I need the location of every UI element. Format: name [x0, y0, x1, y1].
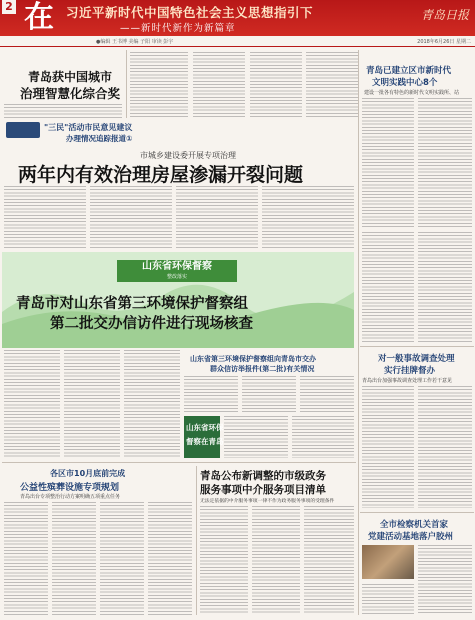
a3-title-line2: 第二批交办信访件进行现场核查 — [50, 315, 253, 332]
a2-col1 — [4, 186, 86, 248]
newspaper-logo: 青岛日报 — [420, 8, 469, 22]
right3-col2 — [418, 545, 472, 615]
right1-col4 — [418, 232, 472, 342]
a5-col1 — [224, 416, 288, 458]
divider — [2, 462, 356, 463]
right1-col1 — [362, 98, 414, 228]
a6-col3 — [100, 502, 144, 615]
a6-col4 — [148, 502, 192, 615]
divider — [360, 346, 474, 347]
a2-col4 — [262, 186, 354, 248]
right2-deck: 青岛出台加强事故调查处理工作若干意见 — [362, 378, 453, 384]
divider — [358, 50, 359, 615]
a1-title-line2: 治理智慧化综合奖 — [20, 86, 121, 101]
a7-col2 — [252, 506, 300, 615]
right1-title-line1: 青岛已建立区市新时代 — [366, 66, 452, 76]
a2-col2 — [90, 186, 172, 248]
right2-col2 — [418, 386, 472, 508]
a4-col3 — [300, 376, 354, 412]
a6-col2 — [52, 502, 96, 615]
a6-sub: 青岛出台专项整治行动方案明确五项重点任务 — [20, 494, 121, 500]
right2-col1 — [362, 386, 414, 508]
divider — [126, 50, 127, 118]
edition-meta — [0, 37, 475, 46]
page-header — [0, 0, 475, 36]
right2-title-line1: 对一般事故调查处理 — [378, 354, 455, 364]
a3-title-line1: 青岛市对山东省第三环境保护督察组 — [16, 295, 248, 312]
a7-col1 — [200, 506, 248, 615]
a3-col2 — [64, 350, 120, 458]
divider — [196, 466, 197, 615]
a1-col3 — [193, 52, 245, 118]
a2-col3 — [176, 186, 258, 248]
header-subtitle: ——新时代新作为新篇章 — [120, 23, 236, 34]
a2-kicker: "三民"活动市民意见建议 — [44, 123, 133, 132]
right1-col2 — [418, 98, 472, 228]
a1-col4 — [250, 52, 302, 118]
a5-title-line2: 督察在青岛 — [186, 437, 224, 446]
column-badge-icon — [6, 122, 40, 138]
a4-title-line1: 山东省第三环境保护督察组向青岛市交办 — [190, 355, 316, 363]
banner-label-text: 山东省环保督察 — [142, 261, 212, 272]
a4-title-line2: 群众信访举报件(第二批)有关情况 — [210, 365, 315, 373]
banner-sub: 整改落实 — [166, 274, 187, 280]
a2-sub — [66, 133, 132, 144]
banner-label — [117, 260, 237, 282]
divider — [360, 512, 474, 513]
a1-col5 — [306, 52, 358, 118]
editor-line: ●编辑 王书博 美编 子阳 审读 彭宇 — [96, 39, 174, 45]
right1-title-line2: 文明实践中心8个 — [372, 78, 438, 88]
a7-title-line1: 青岛公布新调整的市级政务 — [200, 470, 326, 482]
right1-deck: 建设一批各有特色的新时代文明实践所、站 — [364, 90, 460, 96]
header-big-char: 在 — [24, 0, 54, 35]
a1-title-line1: 青岛获中国城市 — [28, 70, 113, 84]
a2-sub-text: 办理情况追踪报道 — [66, 134, 126, 143]
right1-col3 — [362, 232, 414, 342]
a3-col1 — [4, 350, 60, 458]
header-title: 习近平新时代中国特色社会主义思想指引下 — [66, 5, 314, 20]
a1-body — [4, 104, 122, 118]
a6-deck: 各区市10月底前完成 — [50, 469, 126, 478]
a1-col2 — [130, 52, 188, 118]
a5-col2 — [292, 416, 354, 458]
a7-title-line2: 服务事项中介服务项目清单 — [200, 484, 326, 496]
right3-title-line2: 党建活动基地落户胶州 — [368, 532, 454, 542]
a4-col1 — [184, 376, 238, 412]
a2-title: 两年内有效治理房屋渗漏开裂问题 — [18, 164, 304, 186]
a2-sub-num: ① — [126, 134, 133, 143]
right3-col1 — [362, 584, 414, 615]
a6-col1 — [4, 502, 48, 615]
page-number: 2 — [2, 0, 16, 14]
right3-title-line1: 全市检察机关首家 — [380, 520, 449, 530]
header-rule — [0, 46, 475, 47]
a3-col3 — [124, 350, 180, 458]
a6-title: 公益性殡葬设施专项规划 — [20, 483, 120, 493]
a5-title-line1: 山东省环保 — [186, 423, 224, 432]
a7-sub: 无法定依据的中介服务事项一律不作为政务服务事项的受理条件 — [200, 499, 335, 504]
right2-title-line2: 实行挂牌督办 — [384, 366, 436, 376]
a2-deck: 市城乡建设委开展专项治理 — [140, 151, 236, 160]
a4-col2 — [242, 376, 296, 412]
a7-col3 — [304, 506, 354, 615]
photo-party-base — [362, 545, 414, 579]
date-line: 2018年6月26日 星期二 — [417, 39, 471, 45]
